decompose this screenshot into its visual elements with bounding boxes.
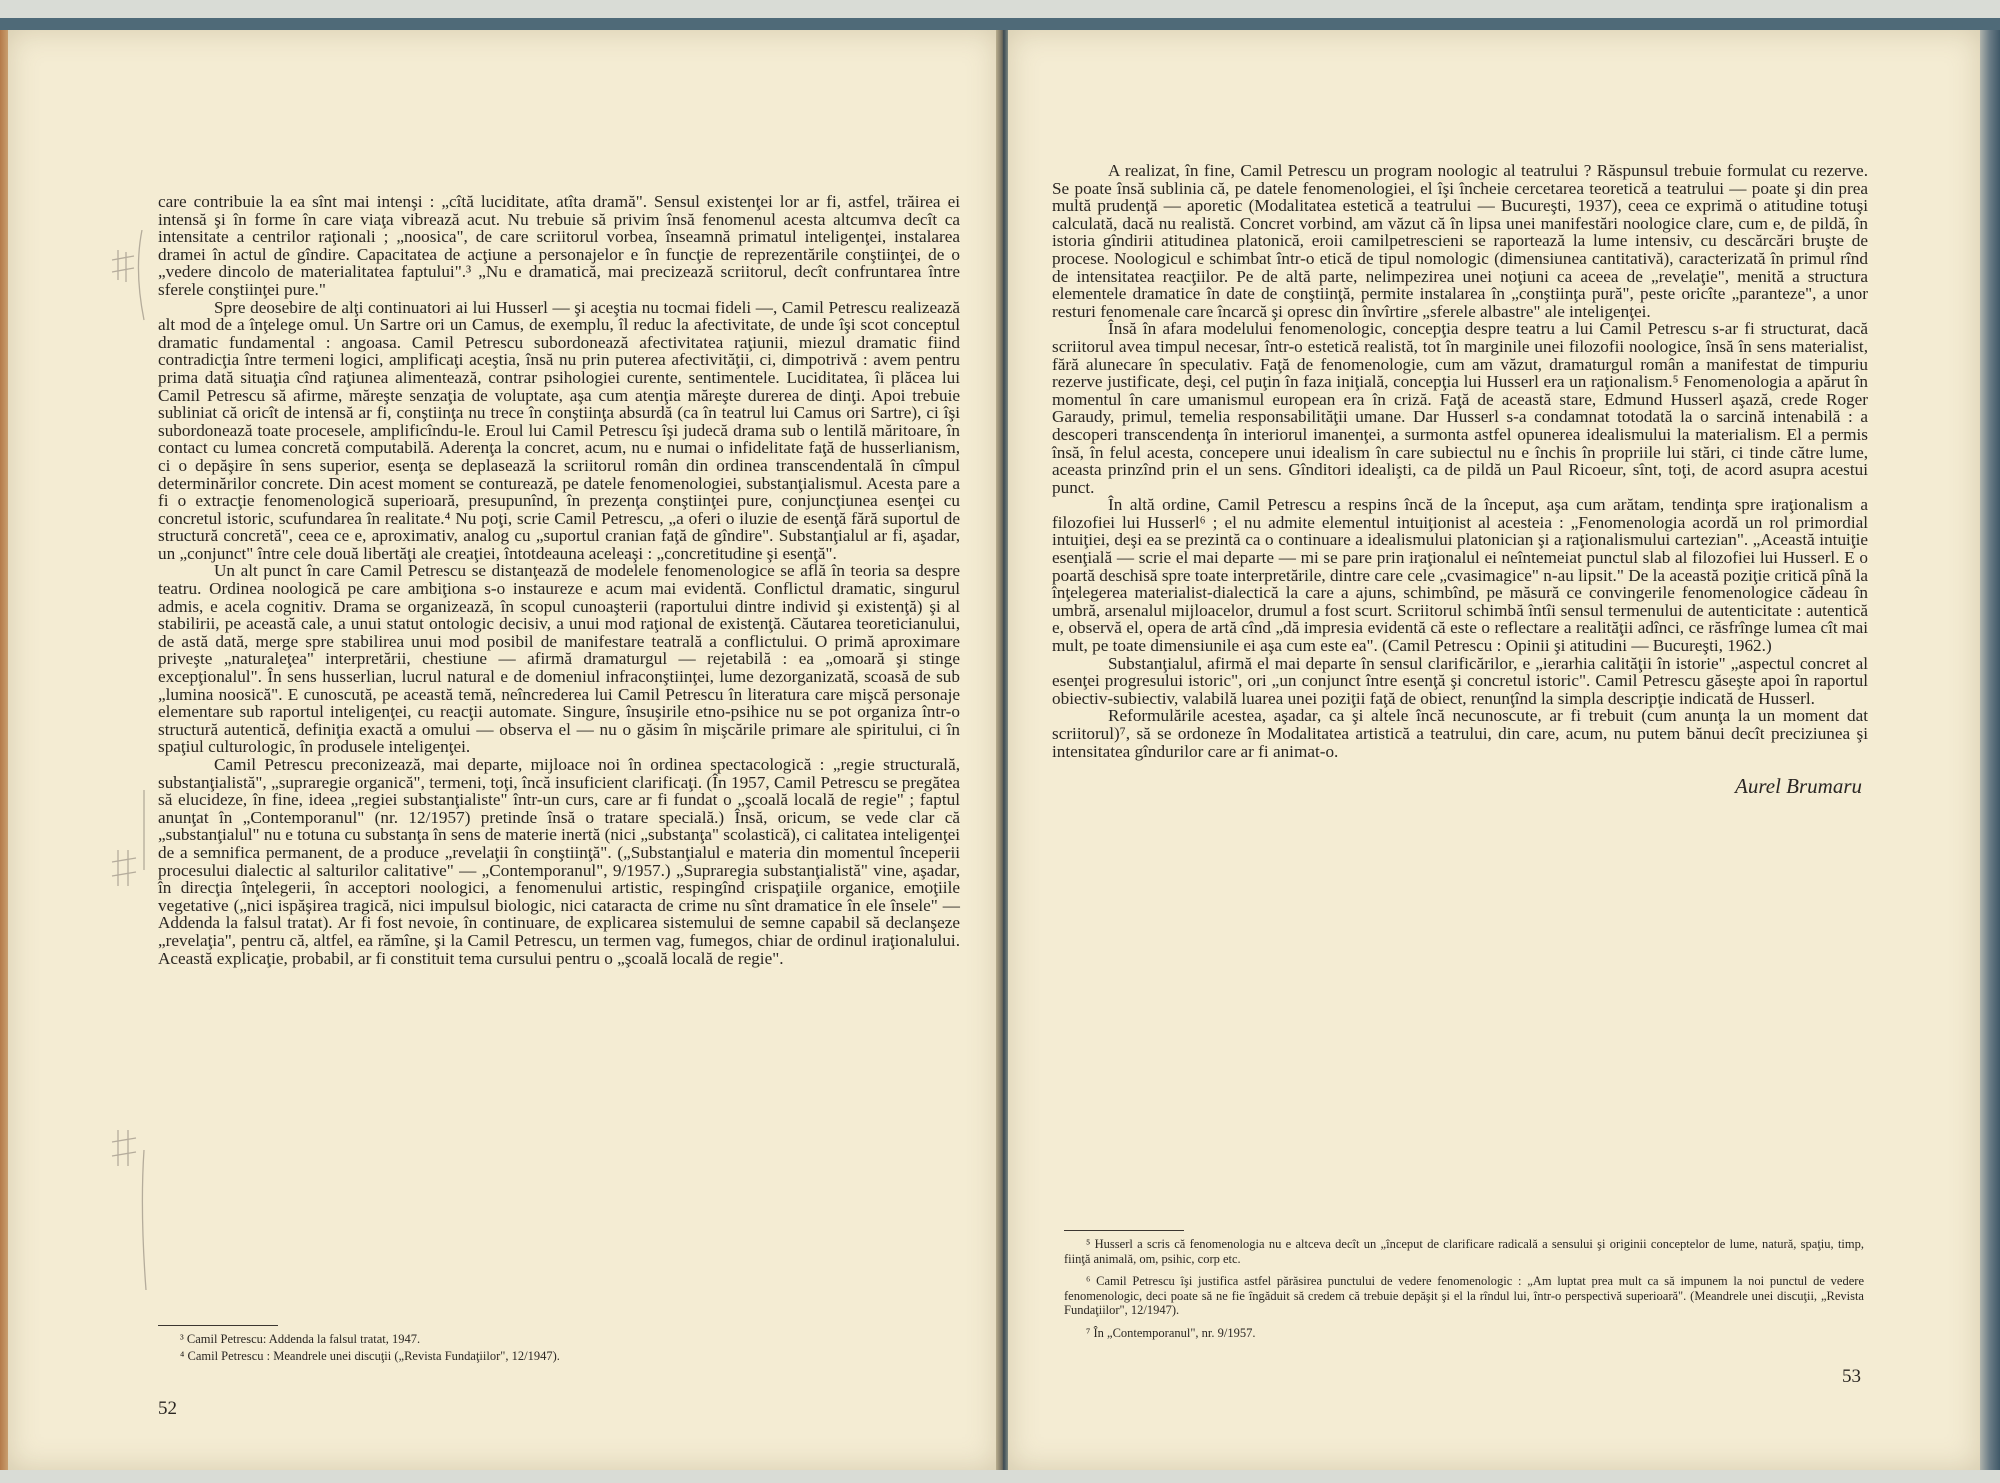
paragraph: În altă ordine, Camil Petrescu a respins încă de la început, aşa cum arătam, tendinţa spre iraţionalism a filozofiei lui Husserl⁶ ; el nu admite elementul intuiţionist al acesteia : „Fenomenologia acordă un rol primordial intuiţiei, deşi ea se prezintă ca o continuare a idealismului platonician şi a raţionalismului cartezian". „Această intuiţie esenţială — scrie el mai departe — mi se pare prin iraţionalul ei neîntemeiat punctul slab al filozofiei lui Husserl. E o poartă deschisă spre toate interpretările, dintre care cele „cvasimagice" n-au lipsit." De la această poziţie critică pînă la înţelegerea materialist-dialectică la care a ajuns, schimbînd, pe măsură ce convingerile fenomenologice cădeau în umbră, arsenalul mijloacelor, drumul a fost scurt. Scriitorul schimbă întîi sensul termenului de autenticitate : autentică e, observă el, opera de artă cînd „dă impresia evidentă că este o reflectare a realităţii adînci, ce răsfrînge lumea cît mai mult, pe toate dimensiunile ei aşa cum este ea". (Camil Petrescu : Opinii şi atitudini — Bucureşti, 1962.) xyxy=(1052,495,1868,656)
paragraph: A realizat, în fine, Camil Petrescu un program noologic al teatrului ? Răspunsul trebuie formulat cu rezerve. Se poate însă sublinia că, pe datele fenomenologiei, el îşi încheie cercetarea teoretică a teatrului — poate şi din prea multă prudenţă — aporetic (Modalitatea estetică a teatrului — Bucureşti, 1937), ceea ce exprimă o atitudine totuşi calculată, dacă nu realistă. Concret vorbind, am văzut că în lipsa unei manifestări noologice clare, cum e, de pildă, în istoria gîndirii atitudinea platonică, eroii camilpetrescieni se raportează la lume intensiv, cu descărcări bruşte de procese. Noologicul e schimbat într-o etică de tipul nomologic (dimensiunea cantitativă), caracterizată în primul rînd de intensitatea reacţiilor. Pe de altă parte, nelimpezirea unei noţiuni ca aceea de „revelaţie", menită a structura elementele dramatice în date de conştiinţă, permite instalarea în „conştiinţa pură", peste oricîte „paranteze", a unor resturi fenomenale care încarcă şi opresc din învîrtire „sferele albastre" ale inteligenţei. xyxy=(1052,161,1868,321)
footnote: ⁵ Husserl a scris că fenomenologia nu e altceva decît un „început de clarificare radicală a sensului şi originii conceptelor de lume, natură, spaţiu, timp, fiinţă animală, om, psihic, corp etc. xyxy=(1064,1237,1864,1266)
footnote: ⁷ În „Contemporanul", nr. 9/1957. xyxy=(1086,1325,1256,1340)
footnote-rule xyxy=(1064,1230,1184,1231)
paragraph: Camil Petrescu preconizează, mai departe, mijloace noi în ordinea spectacologică : „regie structurală, substanţialistă", „supraregie organică", termeni, toţi, încă insuficient clarificaţi. (În 1957, Camil Petrescu se pregătea să elucideze, în fine, ideea „regiei substanţialiste" într-un curs, care ar fi fundat o „şcoală locală de regie" ; faptul anunţat în „Contemporanul" (nr. 12/1957) pretinde însă o tratare specială.) Însă, oricum, se vede clar că „substanţialul" nu e totuna cu substanţa în sens de materie inertă (nici „substanţa" scolastică), ci calitatea inteligenţei de a semnifica permanent, de a produce „revelaţii în conştiinţă". („Substanţialul e materia din momentul începerii procesului dialectic al salturilor calitative" — „Contemporanul", 9/1957.) „Supraregia substanţialistă" vine, aşadar, în direcţia înţelegerii, în acceptori noologici, a fenomenului artistic, respingînd crispaţiile organice, emoţiile vegetative („nici ispăşirea tragică, nici impulsul biologic, nici cataracta de crime nu sînt dramatice în ele însele" — Addenda la falsul tratat). Ar fi fost nevoie, în continuare, de explicarea sistemului de semne capabil să declanşeze „revelaţia", pentru că, altfel, ea rămîne, şi la Camil Petrescu, un termen vag, fumegos, chiar de ordinul iraţionalului. Această explicaţie, probabil, ar fi constituit tema cursului pentru o „şcoală locală de regie". xyxy=(158,755,960,968)
pencil-marks-drawing xyxy=(98,230,158,1330)
footnote-rule xyxy=(158,1325,278,1326)
paragraph: care contribuie la ea sînt mai intenşi : „cîtă luciditate, atîta dramă". Sensul existenţei lor ar fi, astfel, trăirea ei intensă şi în forme în care viaţa vibrează acut. Nu trebuie să privim însă fenomenul acesta altcumva decît ca intensitate a centrilor raţionali ; „noosica", de care scriitorul vorbea, înseamnă primatul inteligenţei, instalarea dramei în actul de gîndire. Capacitatea de acţiune a personajelor e în funcţie de reprezentările conştiinţei, de o „vedere dincolo de materialitatea faptului".³ „Nu e dramatică, mai precizează scriitorul, decît confruntarea între sferele conştiinţei pure." xyxy=(158,192,960,299)
page-number: 53 xyxy=(1842,1366,1861,1387)
author-signature: Aurel Brumaru xyxy=(1735,774,1862,799)
footnote: ³ Camil Petrescu: Addenda la falsul tratat, 1947. xyxy=(180,1332,421,1346)
paragraph: Substanţialul, afirmă el mai departe în sensul clarificărilor, e „ierarhia calităţii în istorie" „aspectul concret al esenţei progresului istoric", ori „un conjunct între esenţă şi concretul istoric". Camil Petrescu găseşte apoi în raportul obiectiv-subiectiv, valabilă luarea unei poziţii faţă de obiect, renunţînd la simpla descripţie indicată de Husserl. xyxy=(1052,653,1868,708)
page-number: 52 xyxy=(158,1398,177,1419)
footnote: ⁶ Camil Petrescu îşi justifica astfel părăsirea punctului de vedere fenomenologic : „Am luptat prea mult ca să impunem la noi punctul de vedere fenomenologic, deci poate să ne fie îngăduit să credem că trebuie depăşit şi el la rîndul lui, într-o perspectivă superioară". (Meandrele unei discuţii, „Revista Fundaţiilor", 12/1947). xyxy=(1064,1274,1864,1317)
left-page xyxy=(8,30,998,1470)
footnote: ⁴ Camil Petrescu : Meandrele unei discuţii („Revista Fundaţiilor", 12/1947). xyxy=(180,1348,560,1363)
pencil-margin-marks xyxy=(98,230,158,1330)
paragraph: Un alt punct în care Camil Petrescu se distanţează de modelele fenomenologice se află în teoria sa despre teatru. Ordinea noologică pe care ambiţiona s-o instaureze e acum mai evidentă. Conflictul dramatic, singurul admis, e acela cognitiv. Drama se organizează, în scopul cunoaşterii (raportului dintre individ şi existenţă) şi al stabilirii, pe această cale, a unui statut ontologic decisiv, a unui mod raţional de existenţă. Căutarea teoreticianului, de astă dată, merge spre stabilirea unui mod posibil de manifestare teatrală a conflictului. O primă aproximare priveşte „naturaleţea" interpretării, chestiune — afirmă dramaturgul — rejetabilă : ea „omoară şi stinge excepţionalul". În sens husserlian, lucrul natural e de domeniul infraconştiinţei, lume dezorganizată, scoasă de sub „lumina noosică". E cunoscută, pe această temă, neîncrederea lui Camil Petrescu în literatura care mişcă personaje elementare sub raportul inteligenţei, cu reacţii automate. Singure, însuşirile etno-psihice nu se pot organiza într-o structură autentică, definiţia exactă a omului — observa el — nu o găsim în mişcările primare ale spiritului, ci în spaţiul culturologic, în produsele inteligenţei. xyxy=(158,561,960,757)
right-footnotes xyxy=(1064,1230,1864,1348)
paragraph: Spre deosebire de alţi continuatori ai lui Husserl — şi aceştia nu tocmai fideli —, Camil Petrescu realizează alt mod de a înţelege omul. Un Sartre ori un Camus, de exemplu, îl reduc la afectivitate, de unde îşi scot conceptul dramatic fundamental : angoasa. Camil Petrescu subordonează afectivitatea raţiunii, miezul dramatic fiind contradicţia între termeni logici, amplificaţi aceştia, însă nu prin puterea afectivităţii, ci, dimpotrivă : avem pentru prima dată situaţia cînd raţiunea alimentează, contrar psihologiei curente, sentimentele. Luciditatea, îi plăcea lui Camil Petrescu să afirme, măreşte senzaţia de voluptate, aşa cum atenţia măreşte durerea de dinţi. Apoi trebuie subliniat că oricît de intensă ar fi, conştiinţa nu trece în conştiinţa absurdă (ca în teatrul lui Camus ori Sartre), ci îşi subordonează toate procesele, amplificîndu-le. Eroul lui Camil Petrescu îşi judecă drama sub o lentilă măritoare, în contact cu lumea concretă computabilă. Aderenţa la concret, acum, nu e numai o infidelitate faţă de husserlianism, ci o depăşire în sens superior, esenţa se deplasează la scriitorul român din ordinea transcendentală în cîmpul determinărilor concrete. Din acest moment se conturează, pe datele fenomenologiei, substanţialismul. Acesta pare a fi o extracţie fenomenologică superioară, presupunînd, în prezenţa conştiinţei pure, conjuncţiunea esenţei cu concretul istoric, scufundarea în realitate.⁴ Nu poţi, scrie Camil Petrescu, „a oferi o iluzie de esenţă fără suportul de structură concretă", ceea ce e, aproximativ, analog cu „suportul cranian faţă de gîndire". Substanţialul ar fi, aşadar, un „conjunct" între cele două libertăţi ale creaţiei, întotdeauna aceleaşi : „concretitudine şi esenţă". xyxy=(158,297,960,563)
paragraph: Reformulările acestea, aşadar, ca şi altele încă necunoscute, ar fi trebuit (cum anunţa la un moment dat scriitorul)⁷, să se ordoneze în Modalitatea artistică a teatrului, din care, acum, nu putem bănui decît preciziunea şi intensitatea gîndurilor care ar fi animat-o. xyxy=(1052,706,1868,761)
left-footnotes xyxy=(158,1325,798,1371)
right-page-text xyxy=(1052,161,1868,799)
left-page-text xyxy=(158,193,960,967)
right-page xyxy=(1008,30,1980,1470)
paragraph: Însă în afara modelului fenomenologic, concepţia despre teatru a lui Camil Petrescu s-ar fi structurat, dacă scriitorul avea timpul necesar, într-o estetică realistă, tot în marginile unei filozofii noologice, însă în sens materialist, fără alunecare în speculativ. Faţă de fenomenologie, cum am văzut, dramaturgul român a manifestat de timpuriu rezerve justificate, deşi, cel puţin în faza iniţială, concepţia lui Husserl era un raţionalism.⁵ Fenomenologia a apărut în momentul în care umanismul european era în criză. Faţă de această stare, Edmund Husserl aşază, crede Roger Garaudy, primul, temelia responsabilităţii umane. Dar Husserl s-a condamnat totodată la o sarcină intenabilă : a descoperi transcendenţa în interiorul imanenţei, a surmonta astfel opunerea idealismului la materialism. El a permis însă, în felul acesta, concepere unui idealism în care subiectul nu e închis în propriile lui stări, ci tinde către lume, aceasta prinzînd prin el un sens. Gînditori idealişti, ca de pildă un Paul Ricoeur, sînt, toţi, de acord asupra acestui punct. xyxy=(1052,319,1868,497)
